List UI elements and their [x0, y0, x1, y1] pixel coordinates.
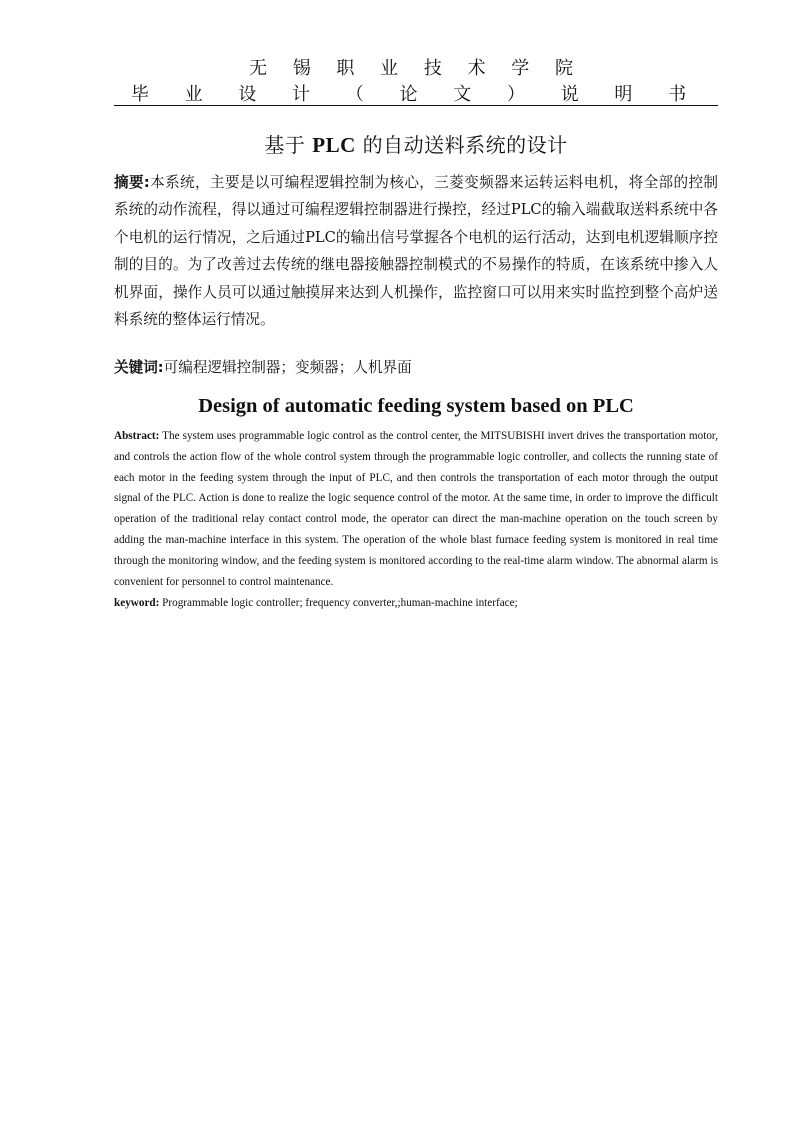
- header-divider: [114, 105, 718, 106]
- chinese-title-suffix: 的自动送料系统的设计: [355, 133, 568, 157]
- chinese-title: [114, 131, 718, 159]
- chinese-title-latin: PLC: [312, 133, 356, 157]
- chinese-keywords-text: 可编程逻辑控制器；变频器；人机界面: [163, 359, 412, 376]
- chinese-keywords: [114, 356, 718, 380]
- school-name: 无 锡 职 业 技 术 学 院: [248, 58, 584, 79]
- english-abstract-text: The system uses programmable logic control as the control center, the MITSUBISHI invert drives the transportation motor, and controls the action flow of the whole control system through the programmable logic controller, and collects the running state of each motor in the feeding system through the input of PLC, and then controls the transportation of each motor through the output signal of the PLC. Action is done to realize the logic sequence control of the motor. At the same time, in order to improve the difficult operation of the traditional relay contact control mode, the operator can direct the man-machine operation on the touch screen by adding the man-machine interface in this system. The operation of the whole blast furnace feeding system is monitored in real time through the monitoring window, and the feeding system is monitored according to the real-time alarm window. The abnormal alarm is convenient for personnel to control maintenance.: [114, 430, 718, 588]
- page-header: [114, 56, 718, 108]
- chinese-abstract-text: 本系统，主要是以可编程逻辑控制为核心，三菱变频器来运转运料电机，将全部的控制系统的动作流程，得以通过可编程逻辑控制器进行操控，经过PLC的输入端截取送料系统中各个电机的运行情况，之后通过PLC的输出信号掌握各个电机的运行活动，达到电机逻辑顺序控制的目的。为了改善过去传统的继电器接触器控制模式的不易操作的特质，在该系统中掺入人机界面，操作人员可以通过触摸屏来达到人机操作，监控窗口可以用来实时监控到整个高炉送料系统的整体运行情况。: [114, 174, 718, 329]
- chinese-keywords-label: 关键词:: [114, 359, 164, 376]
- english-keywords-label: keyword:: [114, 597, 160, 609]
- chinese-abstract: [114, 169, 718, 333]
- english-title: Design of automatic feeding system based on PLC: [198, 395, 634, 417]
- english-abstract-label: Abstract:: [114, 430, 160, 442]
- english-keywords: [114, 593, 718, 613]
- english-abstract: [114, 426, 718, 592]
- chinese-title-prefix: 基于: [264, 133, 313, 157]
- document-type: 毕 业 设 计 （ 论 文 ） 说 明 书: [130, 84, 702, 105]
- chinese-abstract-label: 摘要:: [114, 174, 150, 191]
- english-keywords-text: Programmable logic controller; frequency converter,;human-machine interface;: [159, 597, 518, 609]
